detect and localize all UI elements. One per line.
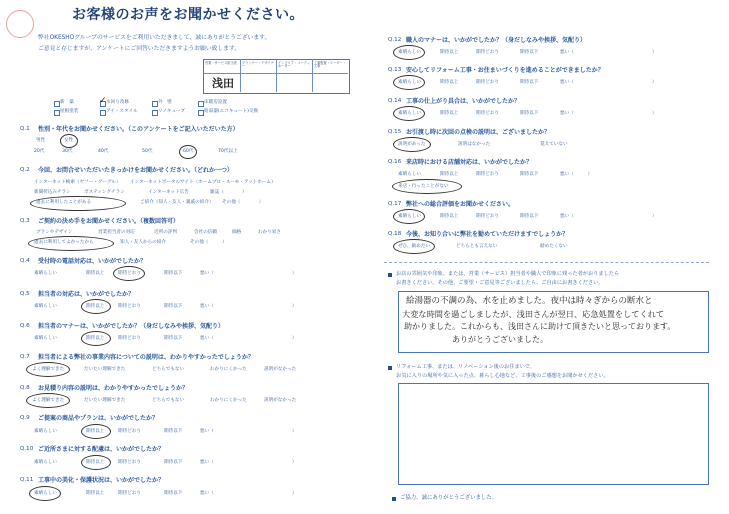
- q3-opt-trust: 会社の信頼: [194, 230, 217, 235]
- q10-opt-4: 期待以下: [164, 460, 183, 465]
- q5-label: Q.5: [20, 291, 30, 297]
- q7-opt-2: だいたい理解できた: [84, 367, 126, 372]
- q8-text: お見積り内容の説明は、わかりやすかったでしょうか？: [38, 385, 189, 392]
- staff-header-4: 工事監督・リーダー・工事: [314, 61, 346, 69]
- q16-extra: 来店・行ったことがない: [398, 184, 449, 189]
- staff-header-2: プランナー・デザイナー: [242, 61, 274, 69]
- comments1-line-1: 給湯器の不調の為、水を止めました。夜中は時々ぎからの断水と: [406, 296, 653, 306]
- q9-circle: [81, 424, 111, 439]
- category-i-style: アイ・スタイル: [106, 109, 138, 114]
- comments1-line-4: ありがとうございました。: [452, 335, 548, 344]
- page-title: お客様のお声をお聞かせください。: [72, 7, 304, 23]
- q13-circle: [393, 75, 425, 90]
- q6-opt-3: 期待どおり: [118, 336, 141, 341]
- q4-text: 受付時の電話対応は、いかがでしたか？: [38, 258, 147, 265]
- q4-opt-3: 期待どおり: [118, 271, 141, 276]
- staff-header-1: 営業・サービス担当者: [205, 61, 237, 65]
- q13-opt-3: 期待どおり: [476, 80, 499, 85]
- q17-opt-1: 素晴らしい: [398, 214, 421, 219]
- category-roof: 屋根塗装: [60, 109, 79, 114]
- q7-opt-5: 説明がなかった: [264, 367, 297, 372]
- q2-opt-search: インターネット検索（ヤフー・グーグル）: [34, 180, 121, 185]
- q1-label: Q.1: [20, 126, 30, 132]
- q4-opt-5: 悪い（ ）: [200, 271, 297, 276]
- q17-text: 弊社への総合評価をお聞かせください。: [406, 201, 515, 208]
- q13-opt-2: 期待以上: [440, 80, 459, 85]
- q14-opt-5: 悪い（ ）: [560, 111, 657, 116]
- staff-name-handwritten: 浅田: [212, 77, 234, 90]
- q5-opt-3: 期待どおり: [118, 304, 141, 309]
- q1-gender-circle: [60, 134, 78, 148]
- q8-label: Q.8: [20, 385, 30, 391]
- right-divider: [384, 262, 709, 263]
- q8-opt-1: よく理解できた: [32, 398, 65, 403]
- q4-opt-1: 素晴らしい: [34, 271, 57, 276]
- q2-opt-magazine: 雑誌（ ）: [210, 190, 247, 195]
- q2-opt-other: その他（ ）: [222, 200, 264, 205]
- category-water-heater: 給湯器(エコキュート)交換: [204, 109, 259, 114]
- q2-text: 今回、お問合せいただいたきっかけをお聞かせください。（どれか一つ）: [38, 167, 234, 174]
- q2-opt-past: 過去に利用したことがある: [36, 200, 92, 205]
- q12-opt-1: 素晴らしい: [398, 50, 421, 55]
- q4-label: Q.4: [20, 258, 30, 264]
- q14-opt-1: 素晴らしい: [398, 111, 421, 116]
- q4-circle: [113, 266, 145, 281]
- category-new: 新 築: [60, 100, 74, 105]
- staff-header-3: インテリア・コーディネーター: [278, 61, 310, 69]
- q7-circle: [26, 362, 70, 377]
- q7-opt-1: よく理解できた: [32, 367, 65, 372]
- q5-opt-4: 期待以下: [164, 304, 183, 309]
- q4-opt-2: 期待以上: [86, 271, 105, 276]
- q15-circle: [393, 137, 431, 152]
- q15-label: Q.15: [388, 129, 402, 135]
- q16-opt-4: 期待以下: [520, 172, 539, 177]
- q3-opt-past: 過去に利用してよかったから: [34, 240, 94, 245]
- comments2-prompt-1: リフォーム工事、または、リノベーション後のお住まいで、: [396, 364, 536, 370]
- q7-opt-3: どちらでもない: [152, 367, 185, 372]
- q1-gender-female: 女性: [64, 138, 74, 143]
- q15-opt-2: 説明はなかった: [458, 142, 491, 147]
- comments1-prompt-2: お書きください。その他、ご要望・ご意見等ございましたら、ご自由にお書きください。: [396, 280, 604, 286]
- q12-opt-3: 期待どおり: [476, 50, 499, 55]
- q9-label: Q.9: [20, 415, 30, 421]
- q9-opt-3: 期待どおり: [118, 429, 141, 434]
- q18-label: Q.18: [388, 231, 402, 237]
- q5-opt-5: 悪い（ ）: [200, 304, 297, 309]
- q14-label: Q.14: [388, 98, 402, 104]
- q2-opt-referral: ご紹介（知人・友人・親戚の紹介）: [140, 200, 214, 205]
- q14-opt-3: 期待どおり: [476, 111, 499, 116]
- q15-text: お引渡し時に次回の点検の説明は、ございましたか？: [406, 129, 551, 136]
- q16-opt-3: 期待どおり: [476, 172, 499, 177]
- q3-opt-reputation: 近所の評判: [154, 230, 177, 235]
- comments1-line-2: 大変な時間を過ごしましたが、浅田さんが翌日、応急処置をしてくれて: [402, 309, 665, 319]
- q5-circle: [81, 299, 111, 314]
- comments2-prompt-2: お気に入りの場所や気に入った点、暮らし心地など、工事後のご感想をお聞かせください。: [396, 373, 609, 379]
- q10-label: Q.10: [20, 446, 34, 452]
- q14-opt-2: 期待以上: [440, 111, 459, 116]
- q6-opt-2: 期待以上: [86, 336, 105, 341]
- q10-circle: [81, 455, 111, 470]
- q2-opt-portal: インターネットポータルサイト（ホームプロ・スーモ・アットホーム）: [130, 180, 276, 185]
- q1-age-50: 50代: [142, 149, 153, 154]
- company-stamp: [6, 10, 34, 38]
- q15-opt-3: 覚えていない: [540, 142, 568, 147]
- comment1-bullet: [388, 273, 392, 277]
- q6-label: Q.6: [20, 323, 30, 329]
- q17-circle: [393, 209, 425, 224]
- q12-circle: [393, 45, 425, 60]
- q6-text: 担当者のマナーは、いかがでしたか？（身だしなみや挨拶、気配り）: [38, 323, 225, 330]
- q3-opt-sales: 営業担当者の対応: [98, 230, 135, 235]
- q2-opt-flyer: 新聞折込みチラシ: [34, 190, 71, 195]
- q9-opt-1: 素晴らしい: [34, 429, 57, 434]
- q8-opt-5: 説明がなかった: [264, 398, 297, 403]
- q11-opt-1: 素晴らしい: [34, 491, 57, 496]
- q18-opt-2: どちらとも言えない: [456, 244, 498, 249]
- q12-text: 職人のマナーは、いかがでしたか？（身だしなみや挨拶、気配り）: [406, 37, 587, 44]
- q2-opt-ad: インターネット広告: [148, 190, 189, 195]
- q3-opt-other: その他（ ）: [190, 240, 227, 245]
- q14-opt-4: 期待以下: [520, 111, 539, 116]
- intro-line-1: 弊社OKESHOグループのサービスをご利用いただきまして、誠にありがとうございます。: [38, 35, 271, 41]
- q14-text: 工事の仕上がり具合は、いかがでしたか？: [406, 98, 521, 105]
- q1-age-30: 30代: [62, 149, 73, 154]
- q11-opt-2: 期待以上: [86, 491, 105, 496]
- q11-opt-3: 期待どおり: [118, 491, 141, 496]
- q8-opt-3: どちらでもない: [152, 398, 185, 403]
- q16-text: 来店時における店舗対応は、いかがでしたか？: [406, 159, 533, 166]
- category-renocube: リノキューブ: [158, 109, 185, 114]
- q17-label: Q.17: [388, 201, 402, 207]
- q12-opt-4: 期待以下: [520, 50, 539, 55]
- comments1-line-3: 助かりました。これからも、浅田さんに助けて頂きたいと思っております。: [404, 322, 676, 331]
- q10-opt-2: 期待以上: [86, 460, 105, 465]
- q13-opt-1: 素晴らしい: [398, 80, 421, 85]
- q10-opt-1: 素晴らしい: [34, 460, 57, 465]
- q1-age-60: 60代: [183, 149, 194, 154]
- q3-opt-referral: 知人・友人からの紹介: [120, 240, 166, 245]
- q9-opt-2: 期待以上: [86, 429, 105, 434]
- q5-opt-2: 期待以上: [86, 304, 105, 309]
- q9-opt-4: 期待以下: [164, 429, 183, 434]
- q1-age-70: 70代以上: [218, 149, 238, 154]
- q11-opt-5: 悪い（ ）: [200, 491, 297, 496]
- q13-opt-5: 悪い（ ）: [560, 80, 657, 85]
- q6-circle: [81, 331, 111, 346]
- q7-opt-4: わかりにくかった: [210, 367, 247, 372]
- comments1-prompt-1: お店の雰囲気や印象、または、営業（サービス）担当者や職人で印象に残った者がおりましたら: [396, 271, 620, 277]
- q18-circle: [393, 239, 435, 254]
- q16-opt-2: 期待以上: [440, 172, 459, 177]
- q12-opt-5: 悪い（ ）: [560, 50, 657, 55]
- q3-opt-clarity: わかり易さ: [258, 230, 281, 235]
- q1-age-40: 40代: [98, 149, 109, 154]
- q3-circle: [28, 236, 114, 251]
- q13-text: 安心してリフォーム工事・お住まいづくりを進めることができましたか？: [406, 67, 604, 74]
- q6-opt-4: 期待以下: [164, 336, 183, 341]
- q1-text: 性別・年代をお聞かせください。（このアンケートをご記入いただいた方）: [38, 126, 239, 133]
- q8-opt-4: わかりにくかった: [210, 398, 247, 403]
- q16-opt-1: 素晴らしい: [398, 172, 421, 177]
- footer-thanks: ご協力、誠にありがとうございました。: [400, 495, 498, 501]
- q7-label: Q.7: [20, 354, 30, 360]
- comment2-bullet: [388, 366, 392, 370]
- q10-opt-3: 期待どおり: [118, 460, 141, 465]
- q8-opt-2: だいたい理解できた: [84, 398, 126, 403]
- q17-opt-2: 期待以上: [440, 214, 459, 219]
- q18-opt-3: 勧めたくない: [540, 244, 568, 249]
- q12-label: Q.12: [388, 37, 402, 43]
- q14-circle: [393, 106, 425, 121]
- q12-opt-2: 期待以上: [440, 50, 459, 55]
- q16-label: Q.16: [388, 159, 402, 165]
- intro-line-2: ご意見と存じますが、アンケートにご回答いただきますようお願い致します。: [38, 46, 241, 52]
- q5-opt-1: 素晴らしい: [34, 304, 57, 309]
- water-checkmark: ✓: [99, 96, 107, 106]
- footer-bullet: [392, 497, 396, 501]
- q1-age-20: 20代: [34, 149, 45, 154]
- category-floor-heating: 床暖房設置: [204, 100, 227, 105]
- q4-opt-4: 期待以下: [164, 271, 183, 276]
- q3-opt-plan: プランやデザイン: [36, 230, 73, 235]
- q3-label: Q.3: [20, 218, 30, 224]
- q18-text: 今後、お知り合いに弊社を勧めていただけますでしょうか？: [406, 231, 569, 238]
- q8-circle: [26, 393, 70, 408]
- q16-circle: [392, 179, 462, 194]
- q9-text: ご提案の商品やプランは、いかがでしたか？: [38, 415, 159, 422]
- q7-text: 担当者による弊社の事業内容についての説明は、わかりやすかったでしょうか？: [38, 354, 254, 361]
- q2-opt-posting: ポスティングチラシ: [84, 190, 125, 195]
- q18-opt-1: ぜひ、勧めたい: [398, 244, 430, 249]
- q13-label: Q.13: [388, 67, 402, 73]
- q17-opt-4: 期待以下: [520, 214, 539, 219]
- q11-circle: [29, 486, 61, 501]
- q2-label: Q.2: [20, 167, 30, 173]
- q5-text: 担当者の対応は、いかがでしたか？: [38, 291, 135, 298]
- q13-opt-4: 期待以下: [520, 80, 539, 85]
- q9-opt-5: 悪い（ ）: [200, 429, 297, 434]
- comments2-box: [398, 383, 709, 485]
- q11-opt-4: 期待以下: [164, 491, 183, 496]
- q6-opt-1: 素晴らしい: [34, 336, 57, 341]
- q17-opt-3: 期待どおり: [476, 214, 499, 219]
- q10-opt-5: 悪い（ ）: [200, 460, 297, 465]
- category-water: 水回り改修: [106, 100, 129, 105]
- q1-age-circle: [179, 145, 197, 159]
- q6-opt-5: 悪い（ ）: [200, 336, 297, 341]
- category-wall: 外 壁: [158, 100, 172, 105]
- q16-opt-5: 悪い（ ）: [560, 172, 593, 177]
- q11-label: Q.11: [20, 477, 34, 483]
- q1-gender-male: 男性: [36, 138, 46, 143]
- q3-opt-price: 価格: [232, 230, 242, 235]
- q17-opt-5: 悪い（ ）: [560, 214, 657, 219]
- q3-text: ご契約の決め手をお聞かせください。（複数回答可）: [38, 218, 180, 225]
- q2-circle: [30, 196, 126, 211]
- q15-opt-1: 説明があった: [398, 142, 426, 147]
- q11-text: 工事中の美化・保護状況は、いかがでしたか？: [38, 477, 165, 484]
- q10-text: ご近所さまに対する配慮は、いかがでしたか？: [38, 446, 165, 453]
